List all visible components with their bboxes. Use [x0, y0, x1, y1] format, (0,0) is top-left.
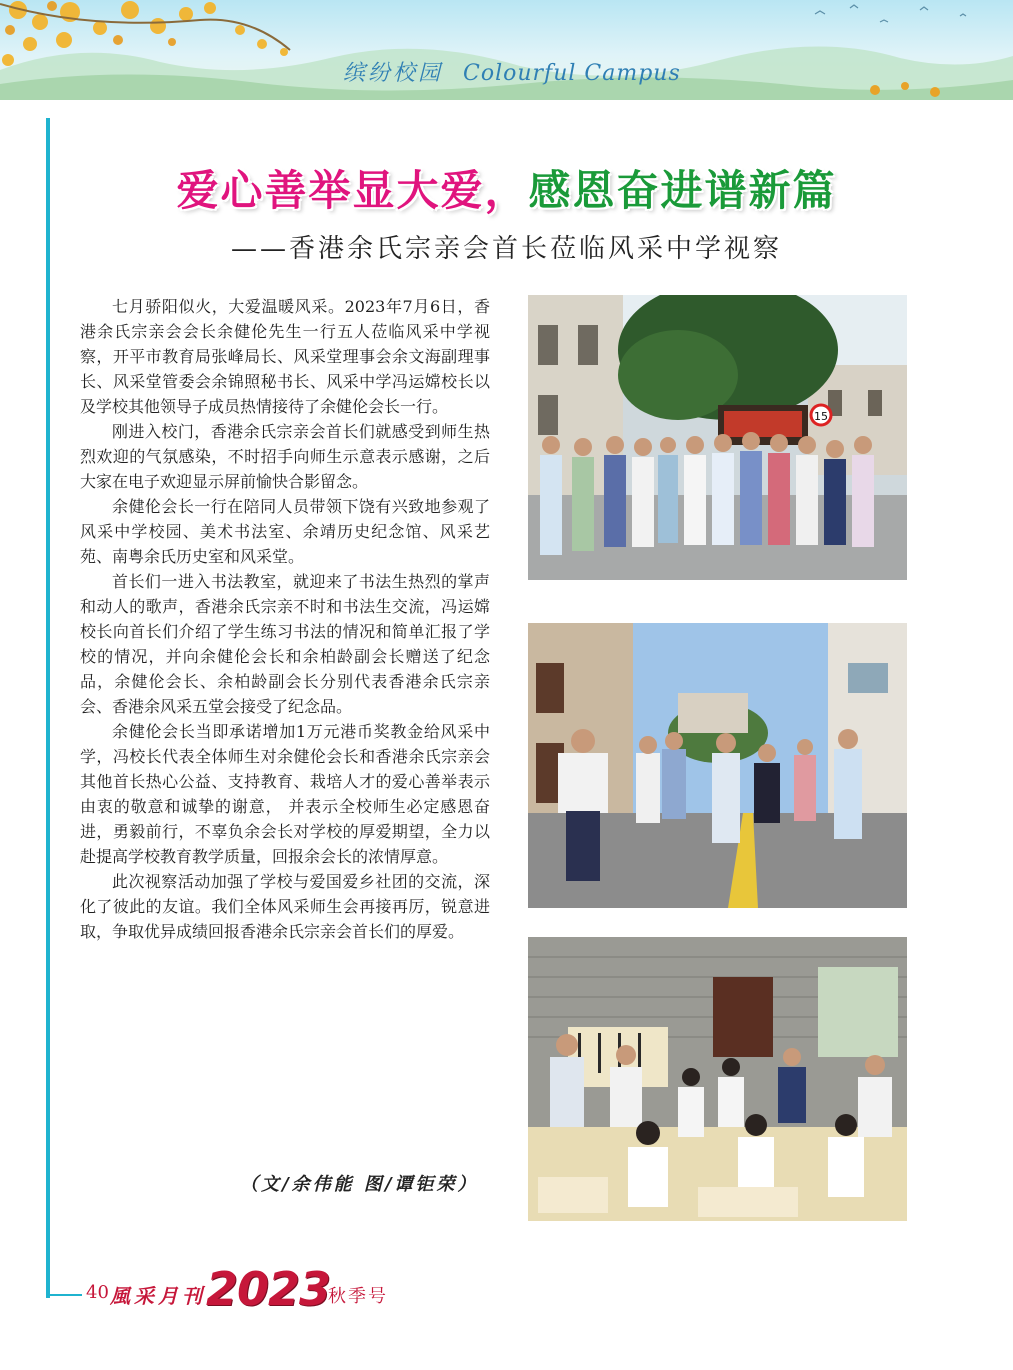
article-subtitle: ——香港余氏宗亲会首长莅临风采中学视察	[230, 234, 782, 264]
photo-group-at-gate	[528, 295, 907, 580]
paragraph: 首长们一进入书法教室，就迎来了书法生热烈的掌声和动人的歌声，香港余氏宗亲不时和书法生交流，冯运嫦校长向首长们介绍了学生练习书法的情况和简单汇报了学校的情况，并向余健伦会长和余柏龄副会长赠送了纪念品，余健伦会长、余柏龄副会长分别代表香港余氏宗亲会、香港余风采五堂会接受了纪念品。	[80, 572, 490, 716]
article-title-part1: 爱心善举显大爱，	[176, 166, 529, 215]
issue-season: 秋季号	[328, 1286, 388, 1307]
photo-calligraphy-classroom	[528, 937, 907, 1221]
paragraph: 七月骄阳似火，大爱温暖风采。2023年7月6日，香港余氏宗亲会会长余健伦先生一行五人莅临风采中学视察，开平市教育局张峰局长、风采堂理事会余文海副理事长、风采堂管委会余锦照秘书长、风采中学冯运嫦校长以及学校其他领导子成员热情接待了余健伦会长一行。	[80, 297, 490, 416]
photo-campus-tour	[528, 623, 907, 908]
page-footer	[46, 1262, 446, 1318]
article-credit: （文/余伟能 图/谭钜荣）	[240, 1174, 479, 1195]
section-label-en: Colourful Campus	[463, 61, 681, 86]
article-title	[0, 158, 1013, 218]
section-label	[343, 56, 681, 87]
article-body	[80, 294, 490, 944]
article-title-part2: 感恩奋进谱新篇	[528, 166, 837, 215]
paragraph: 余健伦会长一行在陪同人员带领下饶有兴致地参观了风采中学校园、美术书法室、余靖历史纪念馆、风采艺苑、南粤余氏历史室和风采堂。	[80, 497, 490, 566]
page-banner	[0, 0, 1013, 100]
paragraph: 此次视察活动加强了学校与爱国爱乡社团的交流，深化了彼此的友谊。我们全体风采师生会再接再厉，锐意进取，争取优异成绩回报香港余氏宗亲会首长们的厚爱。	[80, 872, 490, 941]
issue-year: 2023	[206, 1262, 331, 1316]
left-accent-rule	[46, 118, 50, 1298]
paragraph: 余健伦会长当即承诺增加1万元港币奖教金给风采中学，冯校长代表全体师生对余健伦会长和香港余氏宗亲会其他首长热心公益、支持教育、栽培人才的爱心善举表示由衷的敬意和诚挚的谢意， 并表示全校师生必定感恩奋进，勇毅前行，不辜负余会长对学校的厚爱期望，全力以赴提高学校教育教学质量，回报余会长的浓情厚意。	[80, 722, 490, 866]
speed-sign-number: 15	[814, 410, 828, 423]
section-label-cn: 缤纷校园	[343, 61, 444, 86]
magazine-name: 風采月刊	[110, 1284, 206, 1308]
page-number: 40	[86, 1282, 109, 1303]
paragraph: 刚进入校门，香港余氏宗亲会首长们就感受到师生热烈欢迎的气氛感染，不时招手向师生示意表示感谢，之后大家在电子欢迎显示屏前愉快合影留念。	[80, 422, 490, 491]
footer-rule	[46, 1294, 82, 1296]
